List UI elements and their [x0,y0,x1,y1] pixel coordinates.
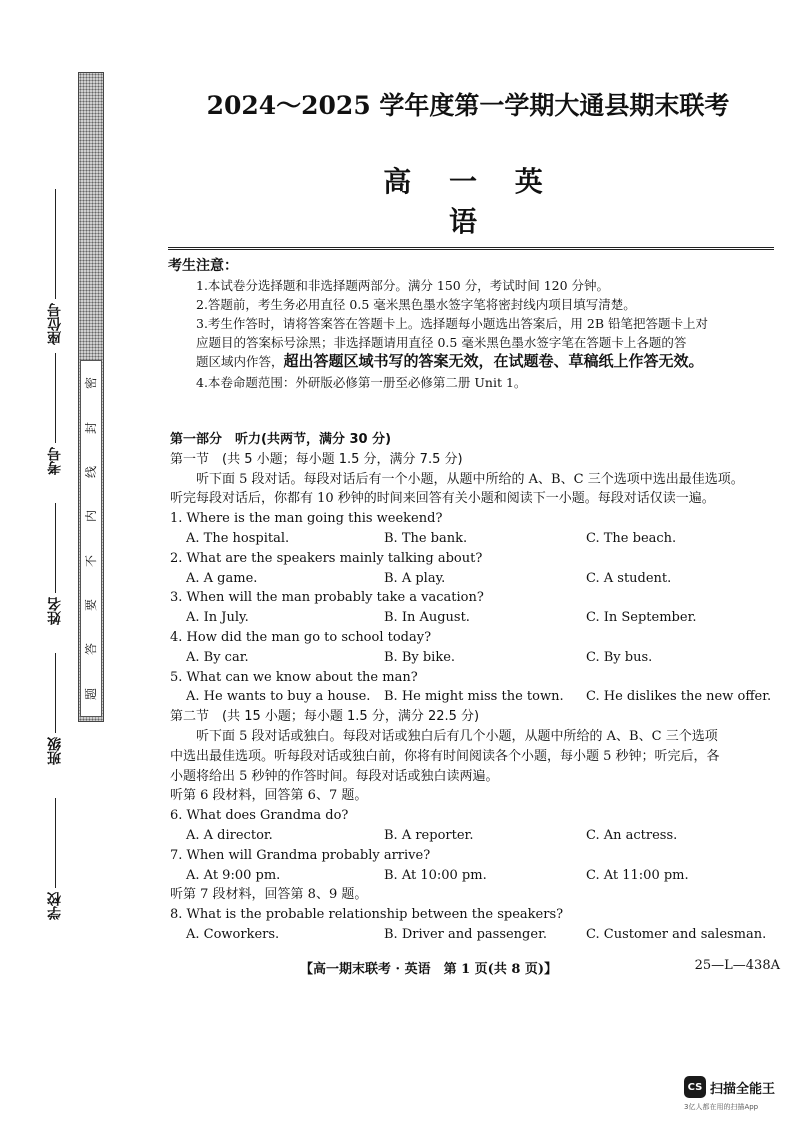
option-a: A. In July. [186,610,249,626]
option-c: C. At 11:00 pm. [586,867,689,883]
class-field[interactable] [40,640,70,765]
divider [168,247,774,250]
question-text: 4. How did the man go to school today? [170,629,432,645]
question-text: 1. Where is the man going this weekend? [170,511,443,527]
option-b: B. In August. [384,610,470,626]
exam-title: 2024～2025 学年度第一学期大通县期末联考 [206,91,730,120]
option-b: B. The bank. [384,530,468,546]
seat-number-line [55,189,56,299]
camscanner-logo-icon: CS [684,1076,706,1098]
paper-code: 25—L—438A [694,958,780,973]
question-options [170,608,780,628]
question-options [170,925,780,945]
section2-intro: 中选出最佳选项。听每段对话或独白前，你将有时间阅读各个小题，每小题 5 秒钟；听完后，各 [170,748,720,764]
option-b: B. A reporter. [384,827,474,843]
section1-title: 第一节 (共 5 小题；每小题 1.5 分，满分 7.5 分) [170,451,463,467]
question-options [170,866,780,886]
option-b: B. A play. [384,570,446,586]
candidate-notice [168,257,778,392]
school-field[interactable] [40,790,70,920]
listening-part [170,430,780,945]
seal-char: 不 [83,554,98,567]
school-label: 学校 [47,892,63,920]
notice-item-continued [168,352,778,371]
section2-title: 第二节 (共 15 小题；每小题 1.5 分，满分 22.5 分) [170,709,480,725]
scanner-watermark [684,1076,775,1098]
seat-number-label: 座位号 [47,303,63,345]
question-text: 5. What can we know about the man? [170,669,418,685]
section2-intro: 听下面 5 段对话或独白。每段对话或独白后有几个小题，从题中所给的 A、B、C 三个选项 [196,728,718,744]
option-c: C. A student. [586,570,672,586]
exam-number-label: 考号 [47,447,63,475]
question-options [170,687,780,707]
seal-char: 答 [83,643,98,656]
notice-item: 3.考生作答时，请将答案答在答题卡上。选择题每小题选出答案后，用 2B 铅笔把答题卡上对 [196,316,709,331]
exam-number-line [55,353,56,443]
notice-item: 2.答题前，考生务必用直径 0.5 毫米黑色墨水签字笔将密封线内项目填写清楚。 [196,297,636,312]
seal-char: 线 [83,465,98,478]
option-a: A. By car. [186,649,249,665]
question-options [170,648,780,668]
option-c: C. By bus. [586,649,653,665]
notice-item: 1.本试卷分选择题和非选择题两部分。满分 150 分，考试时间 120 分钟。 [196,278,610,293]
option-a: A. A director. [186,827,273,843]
class-label: 班级 [47,737,63,765]
seal-char: 封 [83,421,98,434]
question-text: 8. What is the probable relationship between the speakers? [170,907,564,923]
option-b: B. By bike. [384,649,456,665]
part-title: 第一部分 听力(共两节，满分 30 分) [170,432,392,447]
name-label: 姓名 [47,597,63,625]
scanner-app-name: 扫描全能王 [710,1081,776,1097]
name-line [55,503,56,593]
seal-char: 密 [83,377,98,390]
question-options [170,529,780,549]
name-field[interactable] [40,490,70,625]
section2-intro: 小题将给出 5 秒钟的作答时间。每段对话或独白读两遍。 [170,768,499,784]
option-a: A. The hospital. [186,530,290,546]
notice-text: 题区域内作答， [196,354,284,369]
notice-item: 4.本卷命题范围：外研版必修第一册至必修第二册 Unit 1。 [196,375,527,390]
seal-line-notice [80,360,102,717]
option-a: A. Coworkers. [186,926,280,942]
question-text: 6. What does Grandma do? [170,808,349,824]
option-b: B. Driver and passenger. [384,926,547,942]
option-a: A. A game. [186,570,258,586]
question-text: 2. What are the speakers mainly talking about? [170,550,483,566]
school-line [55,798,56,888]
page-footer [300,958,780,977]
notice-item-continued: 应题目的答案标号涂黑；非选择题请用直径 0.5 毫米黑色墨水签字笔在答题卡上各题的答 [196,335,687,350]
page-info: 【高一期末联考 · 英语 第 1 页(共 8 页)】 [300,962,558,977]
seat-number-field[interactable] [40,185,70,345]
seal-char: 要 [83,599,98,612]
option-c: C. Customer and salesman. [586,926,767,942]
material-instruction: 听第 6 段材料，回答第 6、7 题。 [170,788,368,804]
option-c: C. In September. [586,610,697,626]
question-text: 3. When will the man probably take a vacation? [170,590,484,606]
section1-intro: 听下面 5 段对话。每段对话后有一个小题，从题中所给的 A、B、C 三个选项中选出最佳选项。 [196,471,744,487]
option-a: A. He wants to buy a house. [186,689,371,705]
option-b: B. He might miss the town. [384,689,564,705]
option-c: C. The beach. [586,530,677,546]
option-b: B. At 10:00 pm. [384,867,487,883]
option-c: C. He dislikes the new offer. [586,689,772,705]
class-line [55,653,56,733]
notice-heading: 考生注意： [168,258,238,274]
option-a: A. At 9:00 pm. [186,867,281,883]
scanner-tagline: 3亿人都在用的扫描App [684,1103,759,1111]
seal-char: 题 [83,687,98,700]
subject-title: 高 一 英 语 [383,165,557,238]
material-instruction: 听第 7 段材料，回答第 8、9 题。 [170,887,368,903]
seal-char: 内 [83,510,98,523]
question-text: 7. When will Grandma probably arrive? [170,847,431,863]
section1-intro: 听完每段对话后，你都有 10 秒钟的时间来回答有关小题和阅读下一小题。每段对话仅读一遍。 [170,491,715,507]
notice-emphasis: 超出答题区域书写的答案无效，在试题卷、草稿纸上作答无效。 [283,352,704,370]
question-options [170,569,780,589]
option-c: C. An actress. [586,827,678,843]
exam-number-field[interactable] [40,345,70,475]
question-options [170,826,780,846]
